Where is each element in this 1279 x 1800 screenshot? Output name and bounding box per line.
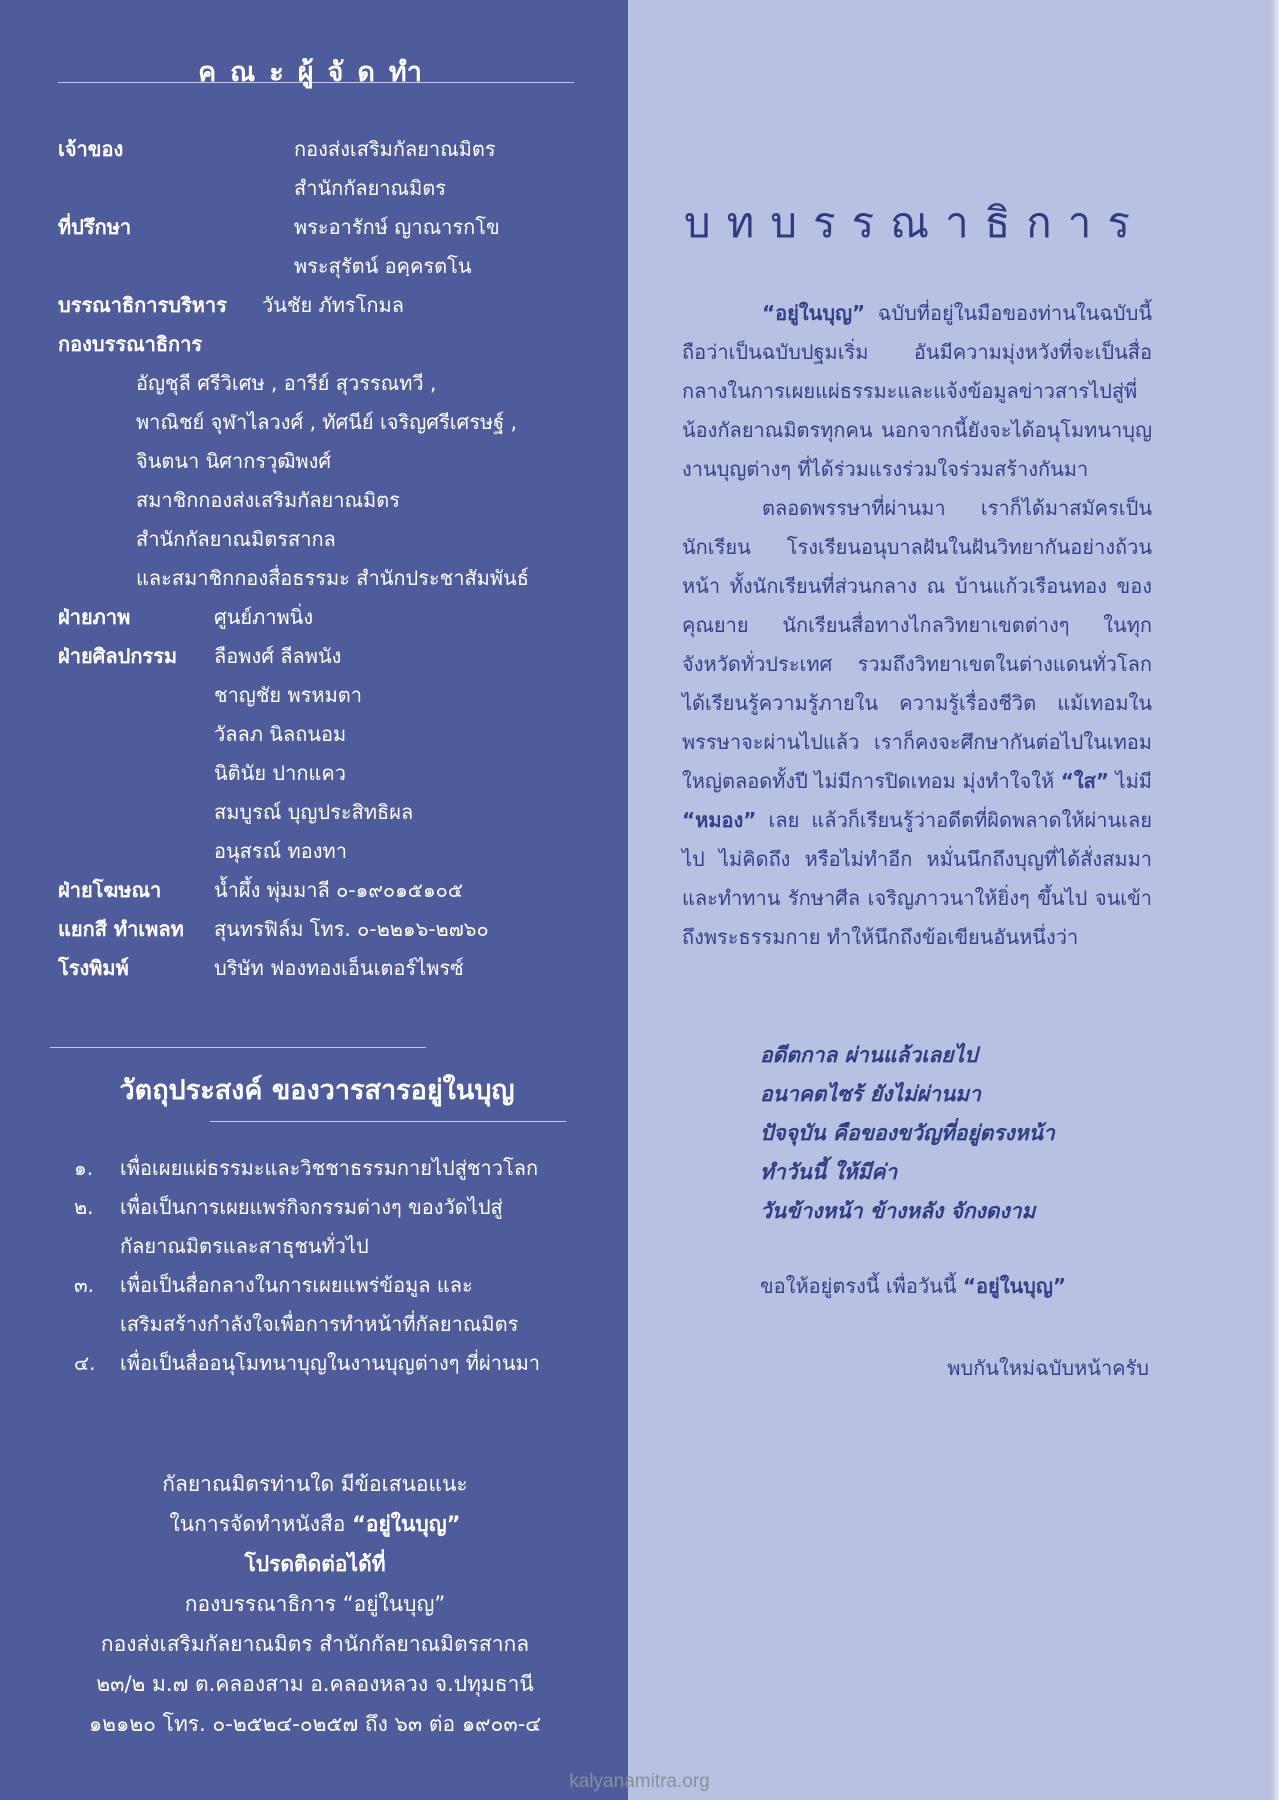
credit-value: บริษัท ฟองทองเอ็นเตอร์ไพรซ์ [214, 956, 464, 980]
objectives-rule-bottom [210, 1121, 566, 1122]
objective-item [74, 1344, 614, 1383]
contact-block [40, 1464, 590, 1744]
editorial-member: สมาชิกกองส่งเสริมกัลยาณมิตร [136, 488, 400, 512]
objectives-rule-top [50, 1047, 426, 1048]
credit-label: กองบรรณาธิการ [58, 332, 203, 356]
editorial-paragraph-2: ตลอดพรรษาที่ผ่านมา เราก็ได้มาสมัครเป็นนักเรียน โรงเรียนอนุบาลฝันในฝันวิทยากันอย่างถ้วนหน้า ทั้งนักเรียนที่ส่วนกลาง ณ บ้านแก้วเรือนทอง ของคุณยาย นักเรียนสื่อทางไกลวิทยาเขตต่างๆ ในทุกจังหวัดทั่วประเทศ รวมถึงวิทยาเขตในต่างแดนทั่วโลก ได้เรียนรู้ความรู้ภายใน ความรู้เรื่องชีวิต แม้เทอมในพรรษาจะผ่านไปแล้ว เราก็คงจะศึกษากันต่อไปในเทอมใหญ่ตลอดทั้งปี ไม่มีการปิดเทอม มุ่งทำใจให้ “ใส” ไม่มี “หมอง” เลย แล้วก็เรียนรู้ว่าอดีตที่ผิดพลาดให้ผ่านเลยไป ไม่คิดถึง หรือไม่ทำอีก หมั่นนึกถึงบุญที่ได้สั่งสมมา และทำทาน รักษาศีล เจริญภาวนาให้ยิ่งๆ ขึ้นไป จนเข้าถึงพระธรรมกาย ทำให้นึกถึงข้อเขียนอันหนึ่งว่า [682, 496, 1152, 949]
credits-title: คณะผู้จัดทำ [198, 57, 436, 88]
credit-value: กองส่งเสริมกัลยาณมิตร [294, 137, 496, 161]
objective-line: เพื่อเป็นการเผยแพร่กิจกรรมต่างๆ ของวัดไปสู่ [120, 1195, 503, 1219]
editorial-closing: ขอให้อยู่ตรงนี้ เพื่อวันนี้ “อยู่ในบุญ” [760, 1274, 1067, 1298]
credit-row [58, 331, 618, 370]
credit-row [58, 955, 618, 994]
credit-value: อนุสรณ์ ทองทา [214, 839, 347, 863]
credit-row [58, 799, 618, 838]
editorial-poem [760, 1036, 1055, 1231]
objective-line: เพื่อเป็นสื่ออนุโมทนาบุญในงานบุญต่างๆ ที่ผ่านมา [120, 1351, 541, 1375]
contact-line-3: โปรดติดต่อได้ที่ [244, 1552, 386, 1576]
objective-number: ๔. [74, 1351, 96, 1375]
editorial-member: สำนักกัลยาณมิตรสากล [136, 527, 336, 551]
credit-label: ฝ่ายโฆษณา [58, 878, 162, 902]
credit-value: สมบูรณ์ บุญประสิทธิผล [214, 800, 414, 824]
poem-line: อนาคตไซร้ ยังไม่ผ่านมา [760, 1082, 981, 1106]
credit-row [58, 643, 618, 682]
objective-item [74, 1149, 614, 1188]
objective-number: ๑. [74, 1156, 94, 1180]
editorial-member: จินตนา นิศากรวุฒิพงศ์ [136, 449, 332, 473]
objective-number: ๒. [74, 1195, 94, 1219]
editorial-member: และสมาชิกกองสื่อธรรมะ สำนักประชาสัมพันธ์ [136, 566, 529, 590]
credit-label: ฝ่ายภาพ [58, 605, 131, 629]
credit-row [58, 214, 618, 253]
credit-row [58, 721, 618, 760]
credit-row [58, 682, 618, 721]
editorial-member: พาณิชย์ จุฬาไลวงศ์ , ทัศนีย์ เจริญศรีเศรษฐ์ , [136, 410, 517, 434]
objective-line: เสริมสร้างกำลังใจเพื่อการทำหน้าที่กัลยาณมิตร [120, 1312, 519, 1336]
editorial-title: บทบรรณาธิการ [684, 198, 1146, 247]
poem-line: อดีตกาล ผ่านแล้วเลยไป [760, 1043, 978, 1067]
credit-row [58, 916, 618, 955]
credit-label: ฝ่ายศิลปกรรม [58, 644, 178, 668]
contact-line-7: ๑๒๑๒๐ โทร. ๐-๒๕๒๔-๐๒๕๗ ถึง ๖๓ ต่อ ๑๙๐๓-๔ [88, 1712, 542, 1736]
credit-label: ที่ปรึกษา [58, 215, 132, 239]
credit-value: ลือพงศ์ ลีลพนัง [214, 644, 342, 668]
contact-line-4: กองบรรณาธิการ “อยู่ในบุญ” [184, 1592, 446, 1616]
objective-item [74, 1266, 614, 1344]
credit-row [58, 292, 618, 331]
credit-value: นิตินัย ปากแคว [214, 761, 346, 785]
credit-value: สำนักกัลยาณมิตร [294, 176, 447, 200]
objectives-title: วัตถุประสงค์ ของวารสารอยู่ในบุญ [119, 1075, 515, 1106]
credit-row [58, 604, 618, 643]
credit-value: ชาญชัย พรหมตา [214, 683, 363, 707]
credit-value: วันชัย ภัทรโกมล [262, 293, 404, 317]
credit-value: ศูนย์ภาพนิ่ง [214, 605, 314, 629]
editorial-member: อัญชุลี ศรีวิเศษ , อารีย์ สุวรรณทวี , [136, 371, 437, 395]
credits-panel [0, 0, 628, 1800]
contact-line-5: กองส่งเสริมกัลยาณมิตร สำนักกัลยาณมิตรสากล [100, 1632, 530, 1656]
credit-row [58, 877, 618, 916]
credit-label: เจ้าของ [58, 137, 124, 161]
credit-value: วัลลภ นิลถนอม [214, 722, 347, 746]
objective-number: ๓. [74, 1273, 95, 1297]
credit-value: น้ำผึ้ง พุ่มมาลี ๐-๑๙๐๑๕๑๐๕ [214, 878, 463, 902]
credit-row [58, 253, 618, 292]
poem-line: ปัจจุบัน คือของขวัญที่อยู่ตรงหน้า [760, 1121, 1055, 1145]
credit-value: สุนทรฟิล์ม โทร. ๐-๒๒๑๖-๒๗๖๐ [214, 917, 489, 941]
objective-line: เพื่อเป็นสื่อกลางในการเผยแพร่ข้อมูล และ [120, 1273, 473, 1297]
credit-row [58, 175, 618, 214]
credit-label: แยกสี ทำเพลท [58, 917, 184, 941]
credit-value: พระสุรัตน์ อคฺครตโน [294, 254, 472, 278]
credit-row [58, 760, 618, 799]
credit-value: พระอารักษ์ ญาณารกโข [294, 215, 500, 239]
contact-line-1: กัลยาณมิตรท่านใด มีข้อเสนอแนะ [162, 1472, 468, 1496]
poem-line: วันข้างหน้า ข้างหลัง จักงดงาม [760, 1199, 1036, 1223]
objective-line: เพื่อเผยแผ่ธรรมะและวิชชาธรรมกายไปสู่ชาวโลก [120, 1156, 539, 1180]
page-edge [1271, 0, 1279, 1800]
credit-row [58, 838, 618, 877]
credits-list [58, 136, 618, 994]
editorial-paragraph-1: “อยู่ในบุญ” ฉบับที่อยู่ในมือของท่านในฉบับนี้ ถือว่าเป็นฉบับปฐมเริ่ม อันมีความมุ่งหวังที่จะเป็นสื่อกลางในการเผยแผ่ธรรมะและแจ้งข้อมูลข่าวสารไปสู่พี่น้องกัลยาณมิตรทุกคน นอกจากนี้ยังจะได้อนุโมทนาบุญงานบุญต่างๆ ที่ได้ร่วมแรงร่วมใจร่วมสร้างกันมา [682, 301, 1152, 481]
credit-label: บรรณาธิการบริหาร [58, 293, 227, 317]
objective-line: กัลยาณมิตรและสาธุชนทั่วไป [120, 1234, 369, 1258]
objectives-list [74, 1149, 614, 1383]
editorial-body [682, 294, 1152, 957]
credit-row [58, 136, 618, 175]
contact-line-2: ในการจัดทำหนังสือ “อยู่ในบุญ” [169, 1512, 461, 1536]
editorial-signoff: พบกันใหม่ฉบับหน้าครับ [947, 1356, 1149, 1380]
watermark: kalyanamitra.org [569, 1771, 710, 1792]
poem-line: ทำวันนี้ ให้มีค่า [760, 1160, 898, 1184]
credit-label: โรงพิมพ์ [58, 956, 129, 980]
objective-item [74, 1188, 614, 1266]
contact-line-6: ๒๓/๒ ม.๗ ต.คลองสาม อ.คลองหลวง จ.ปทุมธานี [96, 1672, 534, 1696]
